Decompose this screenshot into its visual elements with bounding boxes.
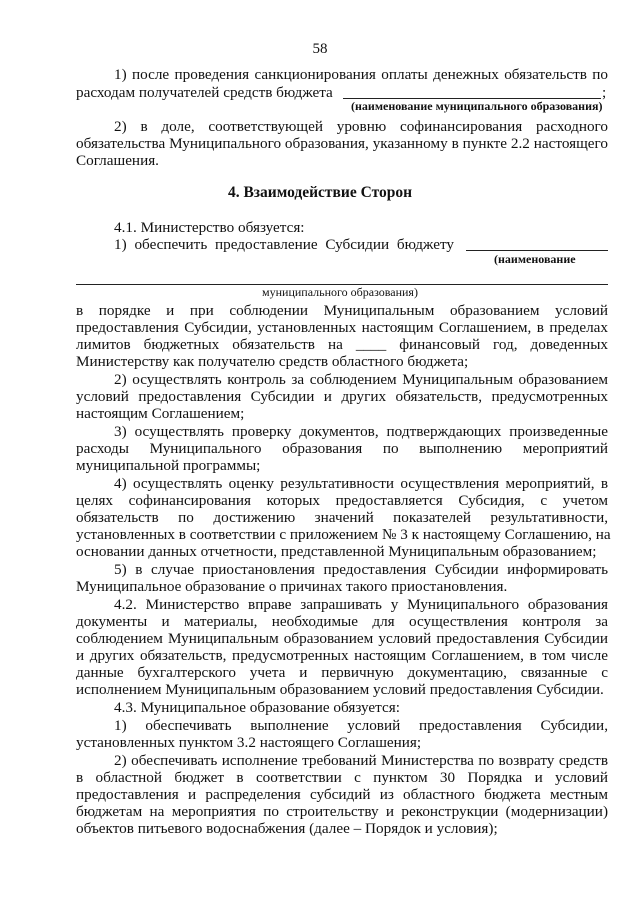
text-line: в порядке и при соблюдении Муниципальным образованием условий (76, 302, 608, 319)
text-line: основании данных отчетности, представленной Муниципальным образованием; (76, 543, 597, 560)
text-line: условий предоставления Субсидии и других обязательств, предусмотренных (76, 388, 608, 405)
text-line: установленных в соответствии с приложением № 3 к настоящему Соглашению, на (76, 526, 611, 543)
text-line: 1) обеспечивать выполнение условий предоставления Субсидии, (114, 717, 608, 734)
text-line: 4.2. Министерство вправе запрашивать у Муниципального образования (114, 596, 608, 613)
text-line: 4.3. Муниципальное образование обязуется: (114, 699, 400, 716)
text-line: ; (602, 84, 607, 101)
text-line: 1) после проведения санкционирования оплаты денежных обязательств по (114, 66, 608, 83)
text-line: 1) обеспечить предоставление Субсидии бюджету (114, 236, 454, 253)
text-line: лимитов бюджетных обязательств на ____ финансовый год, доведенных (76, 336, 608, 353)
text-line: в областной бюджет в соответствии с пунктом 30 Порядка и условий (76, 769, 608, 786)
text-line: расходы Муниципального образования по выполнению мероприятий (76, 440, 608, 457)
text-line: 5) в случае приостановления предоставления Субсидии информировать (114, 561, 608, 578)
text-line: исполнением Муниципальным образованием условий предоставления Субсидии. (76, 681, 604, 698)
text-line: муниципальной программы; (76, 457, 261, 474)
text-line: предоставления и распределения субсидий из областного бюджета местным (76, 786, 608, 803)
text-line: Министерству как получателю средств областного бюджета; (76, 353, 469, 370)
caption: (наименование (494, 252, 576, 266)
blank-underline (466, 250, 608, 251)
text-line: обязательства Муниципального образования, указанному в пункте 2.2 настоящего (76, 135, 608, 152)
section-heading: 4. Взаимодействие Сторон (227, 184, 413, 201)
text-line: 2) обеспечивать исполнение требований Министерства по возврату средств (114, 752, 608, 769)
text-line: расходам получателей средств бюджета (76, 84, 333, 101)
caption: (наименование муниципального образования) (351, 99, 603, 113)
text-line: 2) в доле, соответствующей уровню софинансирования расходного (114, 118, 608, 135)
text-line: предоставления Субсидии, установленных настоящим Соглашением, в пределах (76, 319, 608, 336)
text-line: 4.1. Министерство обязуется: (114, 219, 305, 236)
text-line: и других обязательств, предусмотренных настоящим Соглашением, в том числе (76, 647, 608, 664)
text-line: 2) осуществлять контроль за соблюдением Муниципальным образованием (114, 371, 608, 388)
text-line: документы и материалы, необходимые для осуществления контроля за (76, 613, 608, 630)
text-line: Соглашения. (76, 152, 159, 169)
text-line: целях софинансирования которых предоставляется Субсидия, с учетом (76, 492, 608, 509)
text-line: 4) осуществлять оценку результативности осуществления мероприятий, в (114, 475, 608, 492)
text-line: обязательств по достижению значений показателей результативности, (76, 509, 608, 526)
text-line: данные бухгалтерского учета и первичную документацию, связанные с (76, 664, 608, 681)
text-line: настоящим Соглашением; (76, 405, 245, 422)
text-line: соблюдением Муниципальным образованием условий предоставления Субсидии (76, 630, 608, 647)
text-line: установленных пунктом 3.2 настоящего Соглашения; (76, 734, 422, 751)
text-line: объектов питьевого водоснабжения (далее – Порядок и условия); (76, 820, 498, 837)
caption: муниципального образования) (262, 285, 418, 299)
page-number: 58 (312, 41, 328, 57)
text-line: бюджетам на мероприятия по строительству и реконструкции (модернизации) (76, 803, 608, 820)
text-line: 3) осуществлять проверку документов, подтверждающих произведенные (114, 423, 608, 440)
text-line: Муниципальное образование о причинах такого приостановления. (76, 578, 508, 595)
